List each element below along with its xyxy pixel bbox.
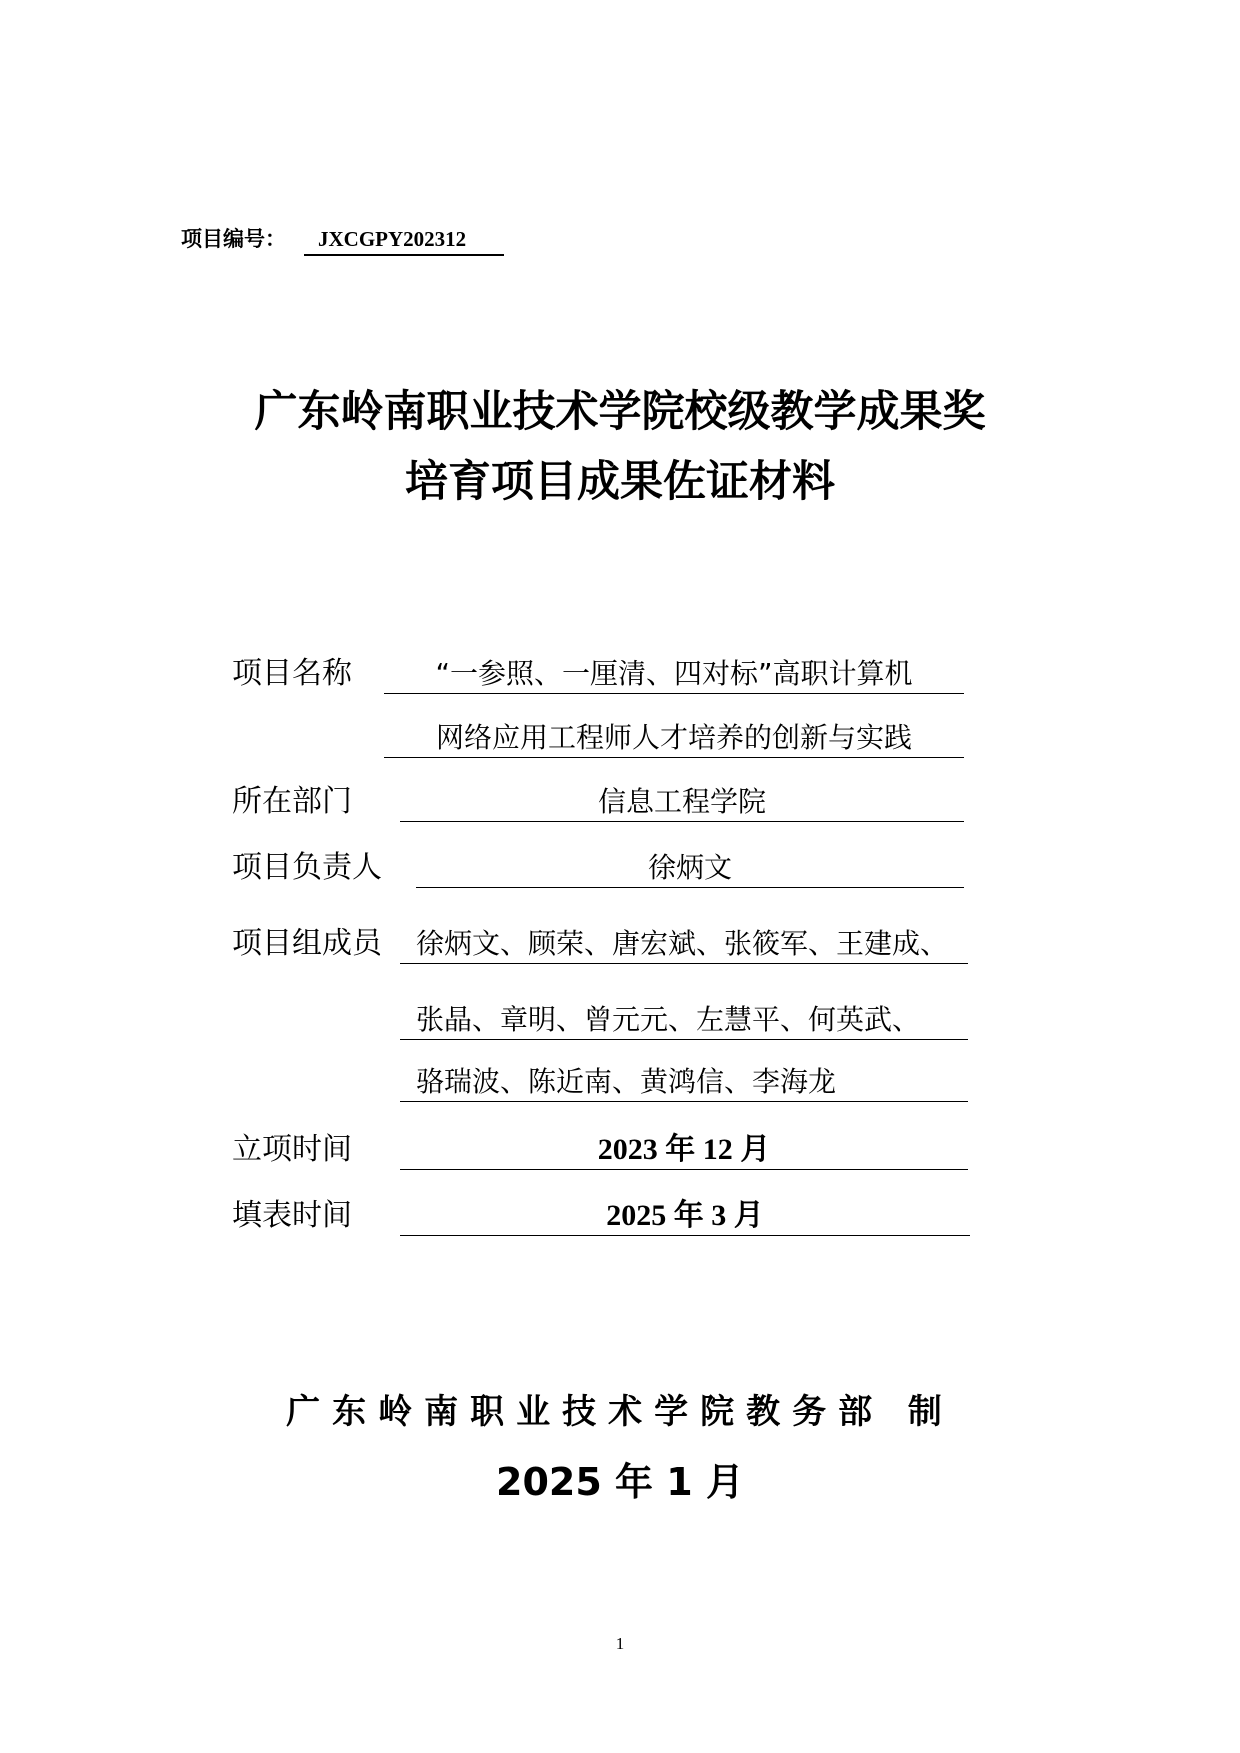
project-leader-label: 项目负责人 <box>232 850 382 885</box>
project-leader-value: 徐炳文 <box>416 848 964 888</box>
project-name-label: 项目名称 <box>232 656 352 691</box>
start-date-label: 立项时间 <box>232 1132 352 1167</box>
project-members-line1: 徐炳文、顾荣、唐宏斌、张筱军、王建成、 <box>400 924 968 964</box>
project-number-label: 项目编号： <box>181 227 286 251</box>
start-date-value: 2023 年 12 月 <box>400 1130 968 1170</box>
project-members-line3: 骆瑞波、陈近南、黄鸿信、李海龙 <box>400 1062 968 1102</box>
page-number: 1 <box>615 1634 625 1653</box>
document-title-line1: 广东岭南职业技术学院校级教学成果奖 <box>254 387 986 437</box>
project-members-label: 项目组成员 <box>232 926 382 961</box>
fill-date-value: 2025 年 3 月 <box>400 1196 970 1236</box>
department-value: 信息工程学院 <box>400 782 964 822</box>
project-members-line2: 张晶、章明、曾元元、左慧平、何英武、 <box>400 1000 968 1040</box>
issue-date: 2025 年 1 月 <box>496 1460 744 1504</box>
project-name-line2: 网络应用工程师人才培养的创新与实践 <box>384 718 964 758</box>
project-name-line1: “一参照、一厘清、四对标”高职计算机 <box>384 654 964 694</box>
department-label: 所在部门 <box>232 784 352 819</box>
project-number-value: JXCGPY202312 <box>304 224 504 256</box>
issuing-organization: 广东岭南职业技术学院教务部 制 <box>286 1392 954 1432</box>
document-title-line2: 培育项目成果佐证材料 <box>405 457 835 507</box>
fill-date-label: 填表时间 <box>232 1198 352 1233</box>
